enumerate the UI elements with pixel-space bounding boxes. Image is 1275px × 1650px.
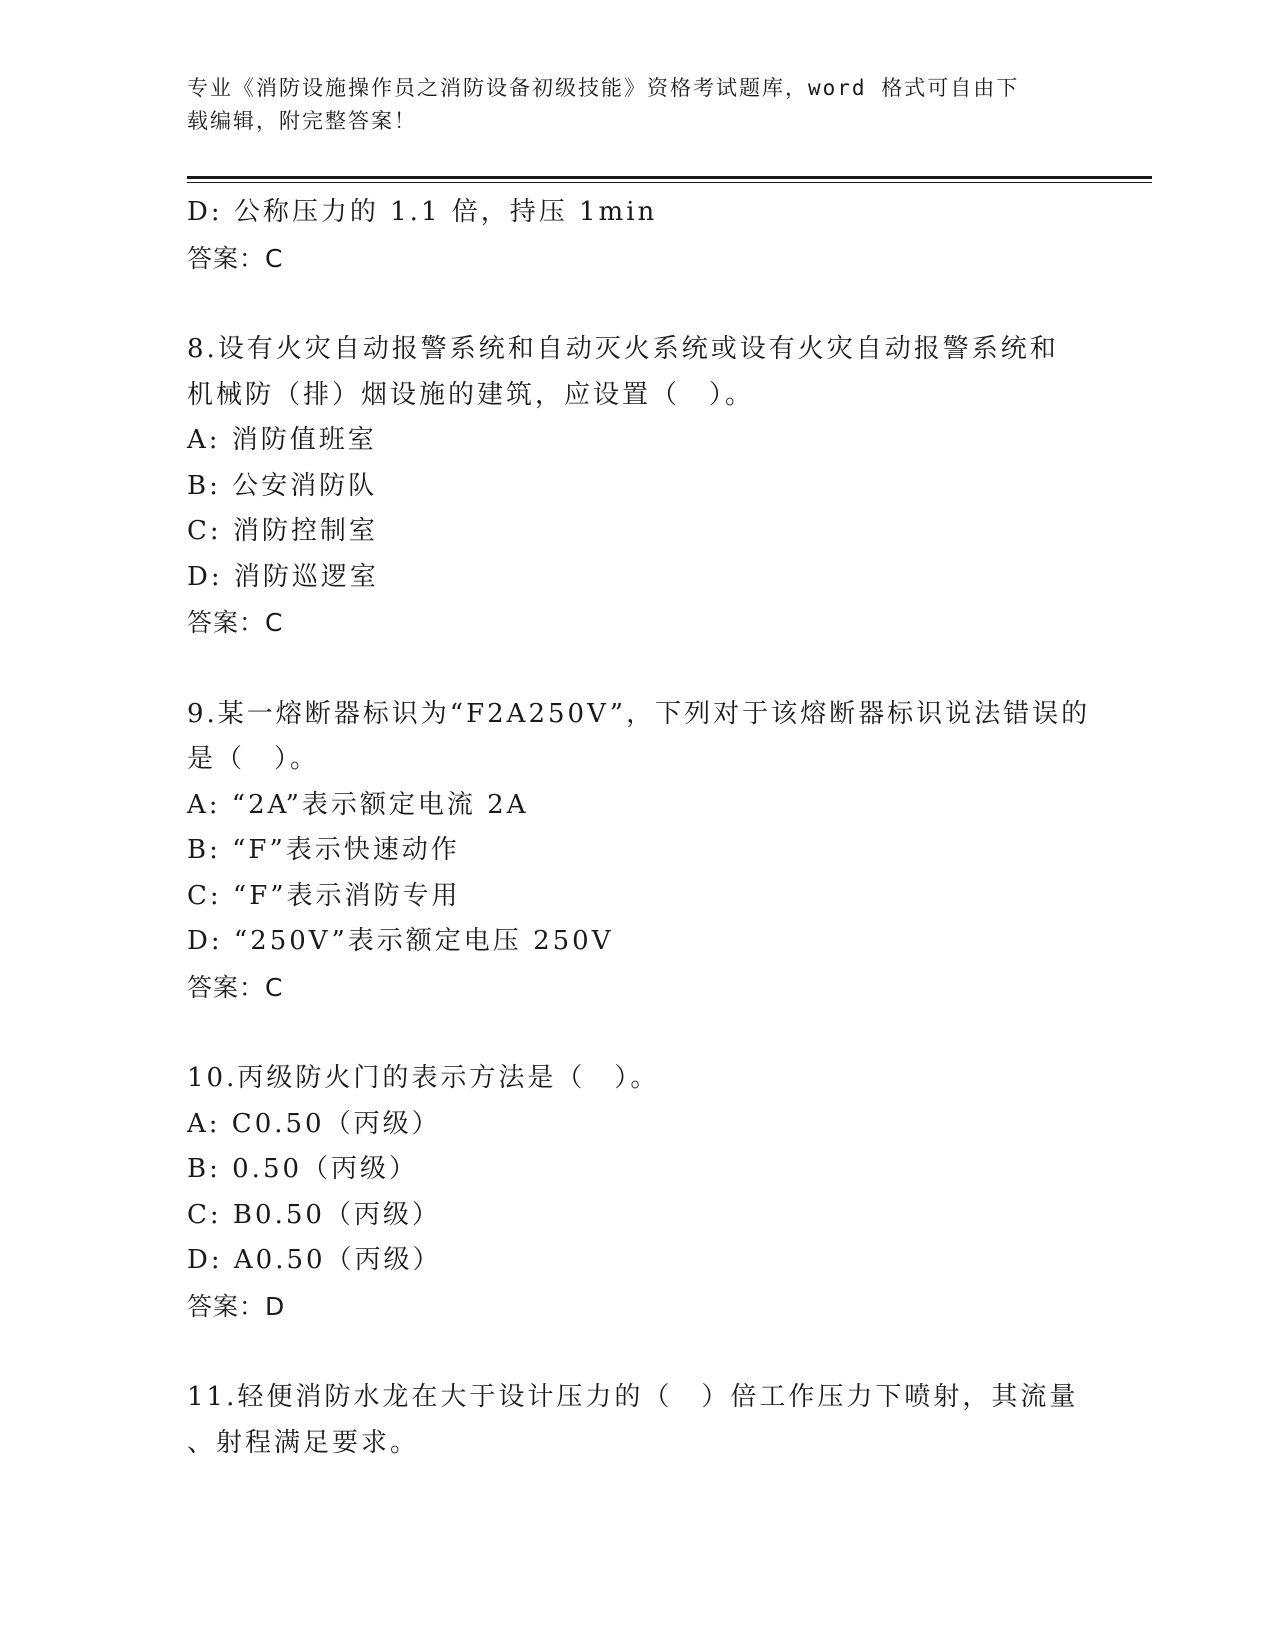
question-stem-line: 是（ ）。	[187, 744, 320, 774]
question-11	[187, 1375, 1087, 1466]
spacer	[187, 281, 1087, 327]
question-content	[187, 190, 1091, 1466]
question-9	[187, 692, 1091, 1011]
option-a: A: “2A”表示额定电流 2A	[187, 789, 529, 820]
question-stem-line: 9.某一熔断器标识为“F2A250V”，下列对于该熔断器标识说法错误的	[187, 698, 1091, 729]
question-stem-line: 8.设有火灾自动报警系统和自动灭火系统或设有火灾自动报警系统和	[187, 334, 1059, 364]
option-b: B: “F”表示快速动作	[187, 835, 460, 865]
option-d: D: “250V”表示额定电压 250V	[187, 926, 614, 956]
answer-line: 答案：C	[187, 243, 284, 273]
question-10	[187, 1056, 1087, 1329]
option-d: D: A0.50（丙级）	[187, 1245, 442, 1275]
option-c: C: “F”表示消防专用	[187, 880, 461, 911]
question-stem-line: 10.丙级防火门的表示方法是（ ）。	[187, 1063, 660, 1093]
option-a: A: 消防值班室	[187, 425, 377, 455]
header-divider-thin	[187, 182, 1152, 183]
option-d: D: 消防巡逻室	[187, 561, 379, 592]
spacer	[187, 1329, 1087, 1375]
spacer	[187, 646, 1087, 692]
spacer	[187, 1010, 1087, 1056]
answer-line: 答案：D	[187, 1291, 286, 1321]
option-b: B: 公安消防队	[187, 470, 378, 501]
header-divider-thick	[187, 176, 1152, 179]
option-d: D: 公称压力的 1.1 倍，持压 1min	[187, 197, 658, 227]
header-line-2: 载编辑，附完整答案！	[187, 109, 417, 133]
answer-line: 答案：C	[187, 972, 284, 1002]
prev-question-tail	[187, 190, 1087, 281]
header-line-1: 专业《消防设施操作员之消防设备初级技能》资格考试题库，word 格式可自由下	[187, 76, 1020, 100]
option-c: C: 消防控制室	[187, 516, 378, 546]
question-8	[187, 327, 1087, 646]
answer-line: 答案：C	[187, 608, 284, 637]
question-stem-line: 机械防（排）烟设施的建筑，应设置（ ）。	[187, 379, 755, 410]
question-stem-line: 11.轻便消防水龙在大于设计压力的（ ）倍工作压力下喷射，其流量	[187, 1382, 1079, 1412]
option-c: C: B0.50（丙级）	[187, 1199, 441, 1230]
option-a: A: C0.50（丙级）	[187, 1108, 441, 1139]
option-b: B: 0.50（丙级）	[187, 1154, 419, 1184]
question-stem-line: 、射程满足要求。	[187, 1427, 420, 1458]
page-header	[187, 72, 1067, 138]
